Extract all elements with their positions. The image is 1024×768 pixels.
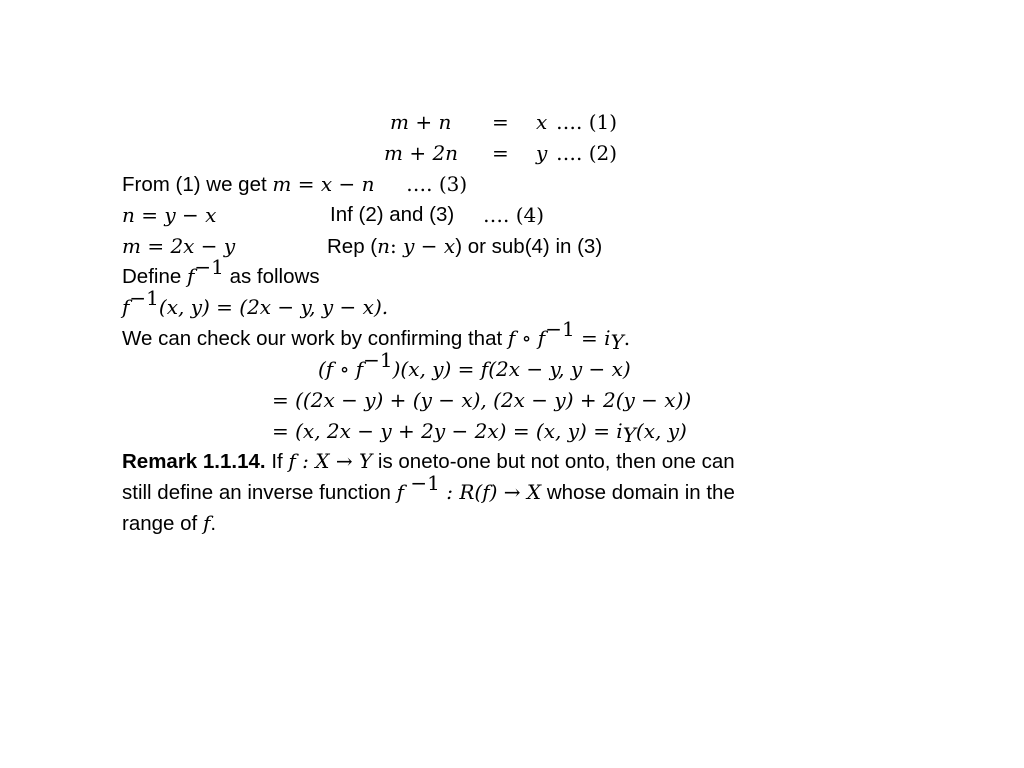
eq1-lhs: m + n [390, 110, 452, 134]
remark-line-2: still define an inverse function f $^{-1}$ : R(f) → X whose domain in the [122, 471, 735, 504]
step-4-note: Inf (2) and (3) [330, 203, 455, 226]
derivation-line-2: = ((2x − y) + (y − x), (2x − y) + 2(y − x)) [272, 388, 692, 412]
step-3-text: From (1) we get [122, 173, 267, 196]
step-5-note: Rep (n: y − x) or sub(4) in (3) [327, 234, 603, 258]
step-3-tag: …. (3) [406, 172, 468, 196]
remark-line-3: range of f. [122, 511, 217, 535]
eq2-tag: …. (2) [556, 141, 618, 165]
check-line: We can check our work by confirming that f ∘ $f^{-1} = i_Y$. [122, 317, 631, 354]
eq2-equals: = [492, 141, 509, 165]
step-3-line [122, 172, 467, 197]
eq2-rhs: y [536, 141, 548, 165]
eq1-tag: …. (1) [556, 110, 618, 134]
remark-line-1: Remark 1.1.14. If f : X → Y is oneto-one but not onto, then one can [122, 449, 735, 473]
step-4-tag: …. (4) [483, 203, 545, 227]
eq2-lhs: m + 2n [384, 141, 459, 165]
step-4-math: n = y − x [122, 203, 217, 227]
inverse-definition: $f^{-1}(x$, y) = (2x − y, y − x). [122, 286, 389, 319]
define-line: Define $f^{-1}$ as follows [122, 255, 320, 288]
step-5-math: m = 2x − y [122, 234, 236, 258]
eq1-equals: = [492, 110, 509, 134]
eq1-rhs: x [536, 110, 548, 134]
step-3-math: m = x − n [272, 172, 375, 196]
derivation-line-1: (f ∘ $f^{-1})(x$, y) = f(2x − y, y − x) [318, 348, 631, 381]
remark-label: Remark 1.1.14. [122, 450, 266, 473]
derivation-line-3: = (x, 2x − y + 2y − 2x) = (x, $y) = i_Y(x$, y) [272, 419, 687, 447]
